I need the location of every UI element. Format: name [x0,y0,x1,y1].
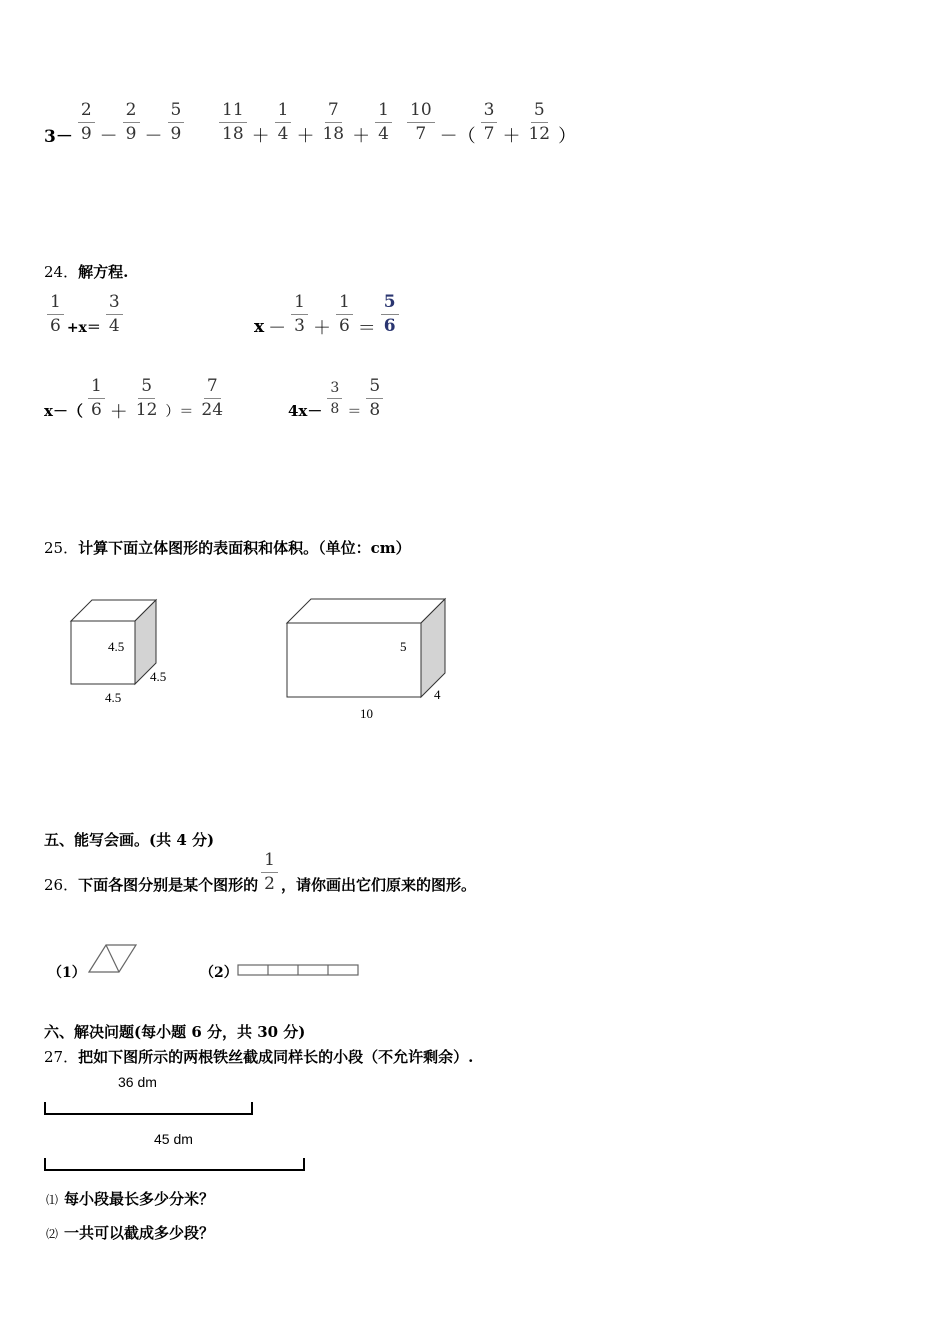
fraction: $\frac{3}{4}$ [106,294,123,335]
cube-bottom-label: 4.5 [105,690,122,705]
question-25-title: 25．计算下面立体图形的表面积和体积。（单位：cm） [44,539,411,557]
cube-front-face [71,621,135,684]
section-5-title: 五、能写会画。(共 4 分) [44,831,215,849]
fraction: $\frac{11}{18}$ [219,102,247,143]
fraction: $\frac{1}{6}$ [336,294,353,335]
fraction: $\frac{5}{6}$ [381,294,399,335]
equation-2: x － $\frac{1}{3}$ ＋ $\frac{1}{6}$ ＝ $\frac{5}{6}$ [254,294,402,335]
cuboid-depth-label: 4 [434,687,441,702]
fraction: $\frac{1}{6}$ [88,378,105,419]
fraction: $\frac{2}{9}$ [123,102,140,143]
fraction: $\frac{5}{8}$ [366,378,383,419]
section-6-title: 六、解决问题(每小题 6 分，共 30 分) [44,1023,306,1041]
wire-1 [42,1098,258,1118]
expression-1: 3－ $\frac{2}{9}$ － $\frac{2}{9}$ － $\frac{5}{9}$ [44,102,187,143]
cuboid-front-face [287,623,421,697]
cuboid-top-face [287,599,445,623]
wire-2 [42,1154,310,1174]
wire-1-label: 36 dm [118,1074,157,1090]
parallelogram-half-figure [86,942,142,976]
fraction: $\frac{1}{3}$ [291,294,308,335]
figure-2-label: （2） [200,965,238,981]
sub-question-1: ⑴ 每小段最长多少分米？ [46,1190,215,1208]
cube-figure [60,592,190,712]
wire-2-label: 45 dm [154,1131,193,1147]
cube-front-label: 4.5 [108,639,125,654]
equation-3: x－（ $\frac{1}{6}$ ＋ $\frac{5}{12}$ ）＝ $\frac{7}{24}$ [44,378,229,419]
cuboid-figure [280,592,460,712]
fraction: $\frac{5}{9}$ [168,102,185,143]
fraction: $\frac{1}{2}$ [261,852,278,893]
fraction: $\frac{10}{7}$ [407,102,435,143]
fraction: $\frac{1}{6}$ [47,294,64,335]
fraction: $\frac{3}{8}$ [327,381,342,416]
fraction: $\frac{1}{4}$ [375,102,392,143]
equation-4: 4x－ $\frac{3}{8}$ ＝ $\frac{5}{8}$ [288,378,386,419]
question-27-title: 27．把如下图所示的两根铁丝截成同样长的小段（不允许剩余）. [44,1048,474,1066]
cuboid-length-label: 10 [360,706,373,721]
equation-1: $\frac{1}{6}$ +x＝ $\frac{3}{4}$ [44,294,126,335]
sub-question-2: ⑵ 一共可以截成多少段？ [46,1224,215,1242]
figure-1-label: （1） [48,965,86,981]
fraction: $\frac{7}{24}$ [201,376,224,420]
fraction: $\frac{5}{12}$ [528,100,551,144]
fraction: $\frac{7}{18}$ [322,100,345,144]
fraction: $\frac{2}{9}$ [78,102,95,143]
strip-half-figure [236,962,362,978]
fraction: $\frac{3}{7}$ [481,102,498,143]
expression-3: $\frac{10}{7}$ －（ $\frac{3}{7}$ ＋ $\frac{5}{12}$ ） [404,102,578,143]
expression-2: $\frac{11}{18}$ ＋ $\frac{1}{4}$ ＋ $\frac{7}{18}$ ＋ $\frac{1}{4}$ [216,102,395,143]
question-24-title: 24．解方程. [44,263,129,281]
fraction: $\frac{5}{12}$ [135,376,158,420]
cuboid-height-label: 5 [400,639,407,654]
fraction: $\frac{1}{4}$ [275,102,292,143]
cube-side-label: 4.5 [150,669,167,684]
question-26-title: 26． 下面各图分别是某个图形的 $\frac{1}{2}$ ，请你画出它们原来的图形。 [44,850,476,894]
